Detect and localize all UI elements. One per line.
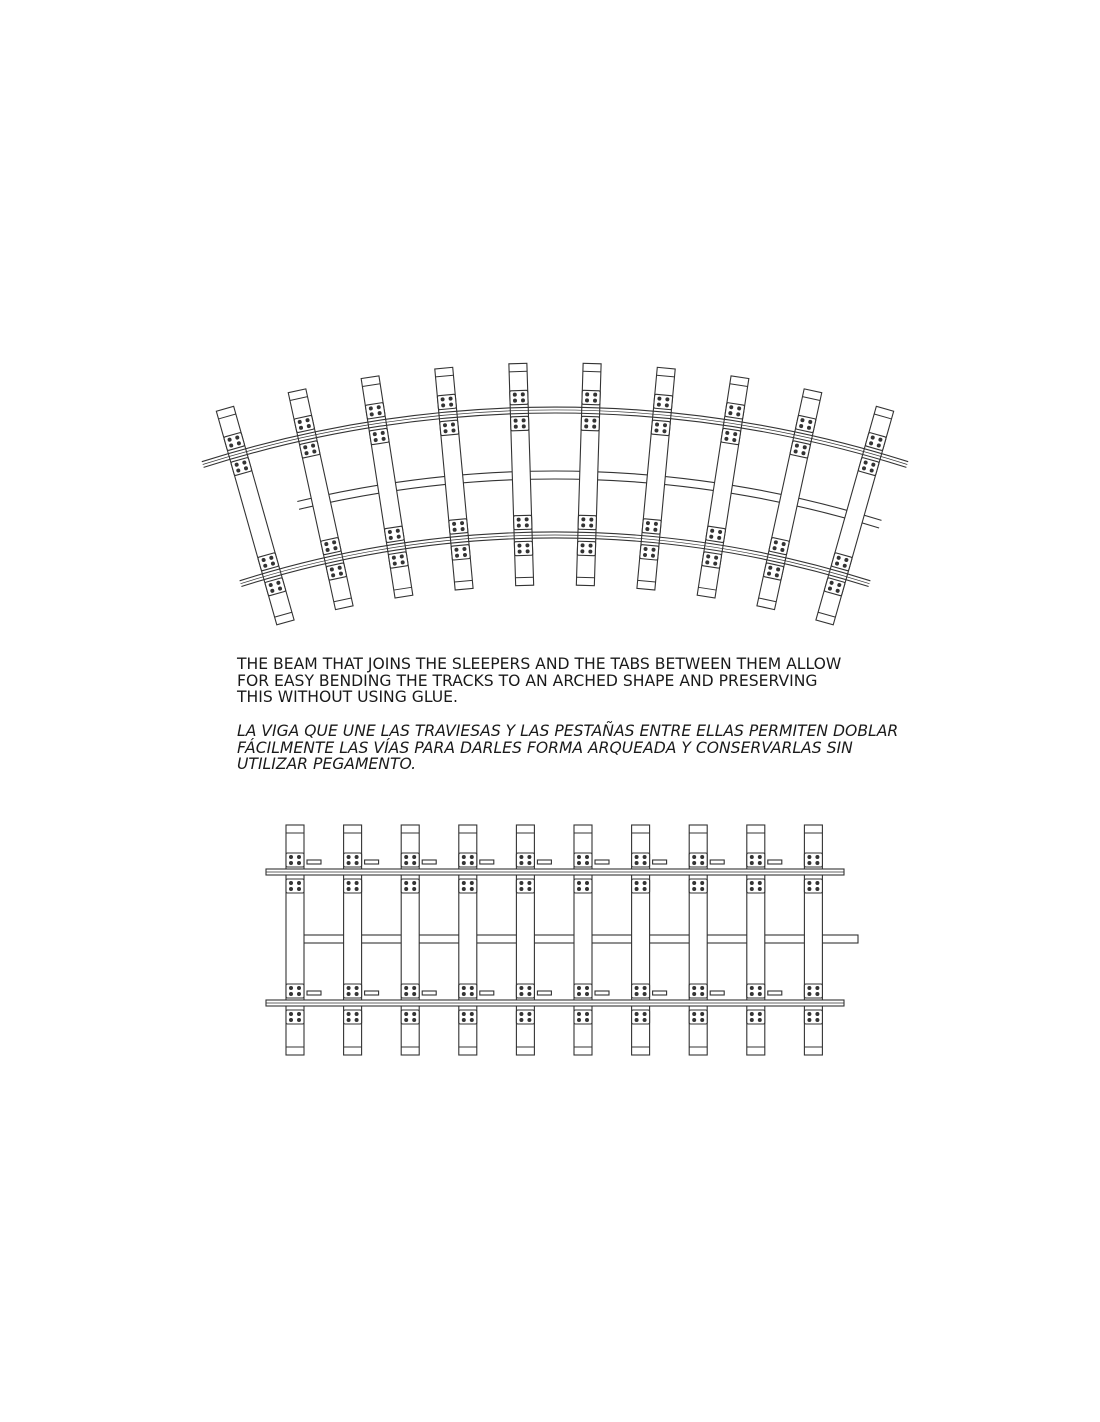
rail-fastener <box>640 545 659 561</box>
rail-fastener <box>795 415 816 433</box>
rail-fastener <box>804 853 822 867</box>
rail-fastener <box>514 541 532 556</box>
rail-fastener <box>286 984 304 998</box>
rail-fastener <box>632 879 650 893</box>
tab <box>365 991 379 995</box>
rail-fastener <box>747 879 765 893</box>
tab <box>595 991 609 995</box>
rail-fastener <box>459 879 477 893</box>
rail-fastener <box>516 853 534 867</box>
caption-spanish: LA VIGA QUE UNE LAS TRAVIESAS Y LAS PESTAÑAS ENTRE ELLAS PERMITEN DOBLAR FÁCILMENTE LAS VÍAS PARA DARLES FORMA ARQUEADA Y CONSERVARLAS SIN UTILIZAR PEGAMENTO. <box>237 722 899 774</box>
straight-track-figure <box>266 825 858 1055</box>
tab <box>480 860 494 864</box>
rail-fastener <box>642 519 661 535</box>
tab <box>710 991 724 995</box>
rail-fastener <box>459 984 477 998</box>
rail-fastener <box>449 519 468 535</box>
rail-fastener <box>747 1010 765 1024</box>
rail-fastener <box>804 879 822 893</box>
rail-fastener <box>440 420 459 436</box>
rail-fastener <box>581 416 599 431</box>
rail-fastener <box>790 441 811 459</box>
rail-fastener <box>516 1010 534 1024</box>
tab <box>537 991 551 995</box>
rail-fastener <box>388 552 408 569</box>
rail-fastener <box>632 984 650 998</box>
rail-fastener <box>747 853 765 867</box>
tab <box>768 860 782 864</box>
tab <box>653 860 667 864</box>
rail-fastener <box>401 1010 419 1024</box>
rail-fastener <box>459 1010 477 1024</box>
rail-fastener <box>689 879 707 893</box>
rail-fastener <box>702 552 722 569</box>
tab <box>710 860 724 864</box>
rail-fastener <box>689 853 707 867</box>
caption-english: THE BEAM THAT JOINS THE SLEEPERS AND THE TABS BETWEEN THEM ALLOW FOR EASY BENDING THE TRACKS TO AN ARCHED SHAPE AND PRESERVING THIS WITHOUT USING GLUE. <box>237 655 842 707</box>
tab <box>422 860 436 864</box>
tab <box>768 991 782 995</box>
rail-fastener <box>294 415 315 433</box>
rail-fastener <box>401 879 419 893</box>
rail-fastener <box>459 853 477 867</box>
rail-fastener <box>689 1010 707 1024</box>
rail-fastener <box>451 545 470 561</box>
rail-fastener <box>654 394 673 410</box>
rail-fastener <box>344 984 362 998</box>
rail-fastener <box>804 1010 822 1024</box>
rail-fastener <box>721 428 741 445</box>
rail-fastener <box>365 403 385 420</box>
rail-fastener <box>632 853 650 867</box>
rail-fastener <box>577 541 595 556</box>
rail-fastener <box>384 526 404 543</box>
rail-fastener <box>401 853 419 867</box>
rail-fastener <box>651 420 670 436</box>
rail-fastener <box>763 563 784 581</box>
tab <box>307 860 321 864</box>
tab <box>537 860 551 864</box>
rail-fastener <box>510 416 528 431</box>
rail-fastener <box>437 394 456 410</box>
tab <box>595 860 609 864</box>
tab <box>307 991 321 995</box>
rail-fastener <box>326 563 347 581</box>
rail-fastener <box>321 537 342 555</box>
rail-fastener <box>286 879 304 893</box>
rail-fastener <box>369 428 389 445</box>
curved-track-figure <box>202 363 908 625</box>
rail-fastener <box>582 390 600 405</box>
rail-fastener <box>804 984 822 998</box>
rail-fastener <box>689 984 707 998</box>
rail-fastener <box>344 1010 362 1024</box>
rail-fastener <box>574 984 592 998</box>
tab <box>365 860 379 864</box>
rail-fastener <box>574 1010 592 1024</box>
rail-fastener <box>514 515 532 530</box>
rail-fastener <box>516 879 534 893</box>
rail-fastener <box>300 441 321 459</box>
rail-fastener <box>578 515 596 530</box>
rail-fastener <box>574 853 592 867</box>
rail-fastener <box>769 537 790 555</box>
rail-fastener <box>344 879 362 893</box>
rail-fastener <box>706 526 726 543</box>
rail-fastener <box>632 1010 650 1024</box>
rail-fastener <box>286 853 304 867</box>
rail-fastener <box>401 984 419 998</box>
tab <box>653 991 667 995</box>
rail-fastener <box>725 403 745 420</box>
rail-fastener <box>510 390 528 405</box>
tab <box>480 991 494 995</box>
tab <box>422 991 436 995</box>
rail-fastener <box>344 853 362 867</box>
rail-fastener <box>574 879 592 893</box>
rail-fastener <box>747 984 765 998</box>
rail-fastener <box>516 984 534 998</box>
rail-fastener <box>286 1010 304 1024</box>
